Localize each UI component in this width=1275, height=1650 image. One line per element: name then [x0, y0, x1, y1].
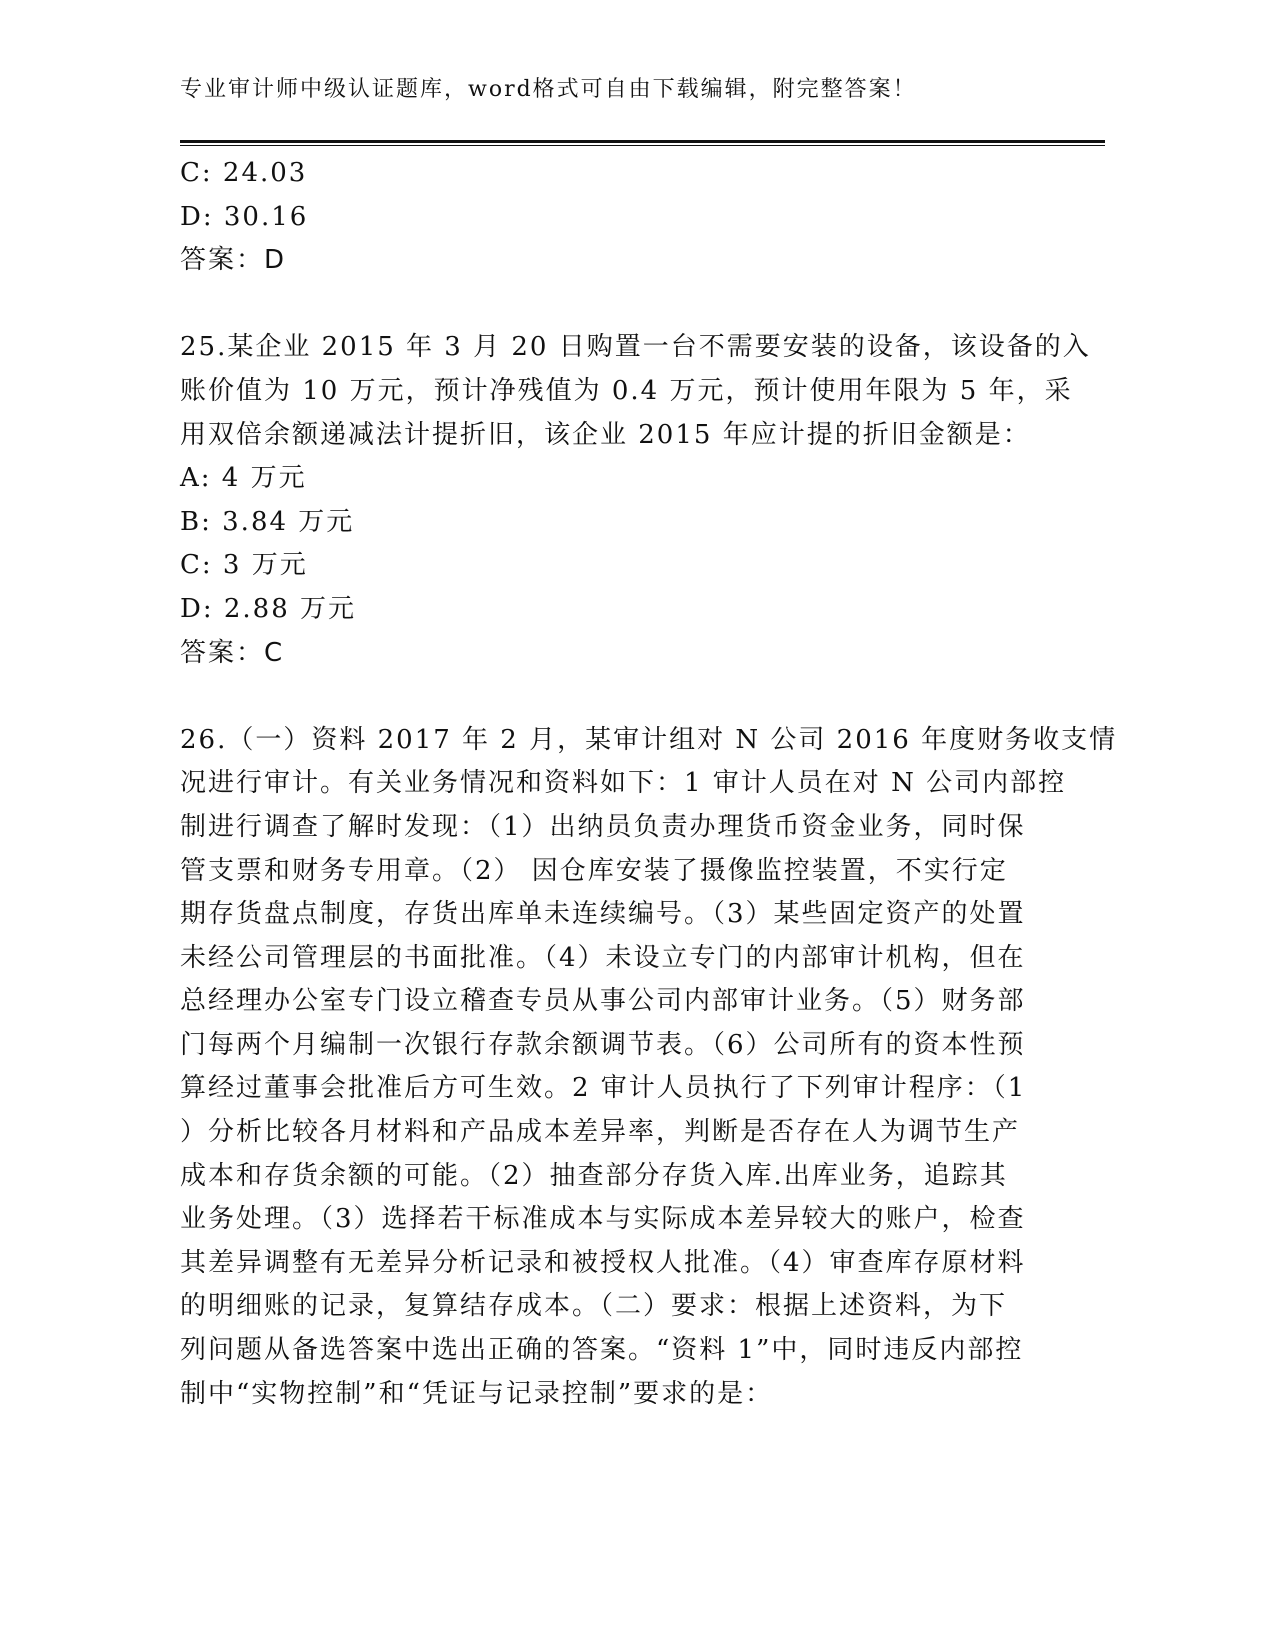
- q26-stem-line: 门每两个月编制一次银行存款余额调节表。（6）公司所有的资本性预: [180, 1029, 1026, 1060]
- q24-answer: 答案：D: [180, 245, 287, 276]
- q26-stem-line: 26.（一）资料 2017 年 2 月，某审计组对 N 公司 2016 年度财务收支情: [180, 724, 1118, 755]
- q26-stem-line: 列问题从备选答案中选出正确的答案。“资料 1”中，同时违反内部控: [180, 1335, 1024, 1366]
- q25-option-a: A: 4 万元: [180, 463, 307, 494]
- q26-stem-line: 业务处理。（3）选择若干标准成本与实际成本差异较大的账户，检查: [180, 1204, 1026, 1235]
- header-rule-thin: [180, 145, 1105, 146]
- q25-option-c: C: 3 万元: [180, 550, 308, 581]
- document-body: [180, 152, 1118, 1416]
- q26-stem-line: 制进行调查了解时发现：（1）出纳员负责办理货币资金业务，同时保: [180, 811, 1026, 842]
- q26-stem-line: ）分析比较各月材料和产品成本差异率，判断是否存在人为调节生产: [180, 1117, 1021, 1148]
- q25-answer: 答案：C: [180, 637, 285, 668]
- q25-stem-line: 用双倍余额递减法计提折旧，该企业 2015 年应计提的折旧金额是：: [180, 419, 1031, 450]
- page-header: 专业审计师中级认证题库，word格式可自由下载编辑，附完整答案！: [180, 77, 917, 102]
- spacer: [180, 283, 1040, 327]
- spacer: [180, 675, 1040, 719]
- q24-option-c: C: 24.03: [180, 158, 308, 188]
- q26-stem-line: 制中“实物控制”和“凭证与记录控制”要求的是：: [180, 1378, 774, 1409]
- header-rule-thick: [180, 140, 1105, 143]
- q24-option-d: D: 30.16: [180, 201, 309, 232]
- q26-stem-line: 总经理办公室专门设立稽查专员从事公司内部审计业务。（5）财务部: [180, 986, 1026, 1017]
- q26-stem-line: 未经公司管理层的书面批准。（4）未设立专门的内部审计机构，但在: [180, 942, 1026, 973]
- q26-stem-line: 的明细账的记录，复算结存成本。（二）要求：根据上述资料，为下: [180, 1291, 1008, 1322]
- q26-stem-line: 管支票和财务专用章。（2） 因仓库安装了摄像监控装置，不实行定: [180, 855, 1008, 886]
- q25-stem-line: 账价值为 10 万元，预计净残值为 0.4 万元，预计使用年限为 5 年，采: [180, 375, 1073, 406]
- q25-option-d: D: 2.88 万元: [180, 593, 357, 624]
- q25-option-b: B: 3.84 万元: [180, 506, 355, 537]
- q25-stem-line: 25.某企业 2015 年 3 月 20 日购置一台不需要安装的设备，该设备的入: [180, 332, 1091, 363]
- q26-stem-line: 算经过董事会批准后方可生效。2 审计人员执行了下列审计程序：（1: [180, 1073, 1027, 1104]
- q26-stem-line: 况进行审计。有关业务情况和资料如下：1 审计人员在对 N 公司内部控: [180, 768, 1067, 799]
- q26-stem-line: 其差异调整有无差异分析记录和被授权人批准。（4）审查库存原材料: [180, 1247, 1026, 1278]
- q26-stem-line: 期存货盘点制度，存货出库单未连续编号。（3）某些固定资产的处置: [180, 899, 1026, 930]
- q26-stem-line: 成本和存货余额的可能。（2）抽查部分存货入库.出库业务，追踪其: [180, 1160, 1008, 1191]
